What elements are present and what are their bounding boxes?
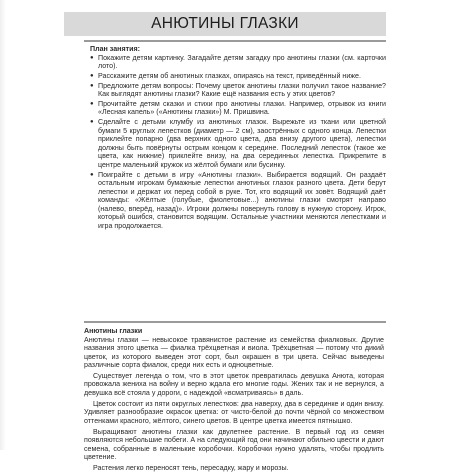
article-paragraph: Существует легенда о том, что в этот цветок превратилась девушка Анюта, которая провожала жениха на войну и верно ждала его многие годы. Жених так и не вернулся, а девушка всё стояла у дороги, с надеждой «всматриваясь» в даль. — [84, 371, 384, 398]
plan-item — [90, 100, 386, 117]
article-heading: Анютины глазки — [84, 327, 143, 335]
plan-item-text: Предложите детям вопросы: Почему цветок анютины глазки получил такое название? Как выглядят анютины глазки? Какие ещё названия есть у этих цветов? — [98, 81, 386, 99]
plan-item — [90, 82, 386, 99]
plan-heading: План занятия: — [90, 45, 140, 53]
plan-item-text: Сделайте с детьми клумбу из анютиных глазок. Вырежьте из ткани или цветной бумаги 5 круглых лепестков (диаметр — 2 см), заострённых с одного конца. Лепестки приклейте попарно (два верхних одного цвета, два внизу другого цвета), лепестки должны быть повёрнуты острым концом к середине. Последний лепесток (такое же цвета, как нижние) приклейте внизу, на два серединных лепестка. Прикрепите в центре маленький кружок из жёлтой бумаги или бусинку. — [98, 118, 386, 169]
bullet-icon: ● — [90, 171, 94, 178]
plan-item-text: Расскажите детям об анютиных глазках, опираясь на текст, приведённый ниже. — [98, 71, 361, 80]
title-banner — [64, 12, 386, 36]
page-title: АНЮТИНЫ ГЛАЗКИ — [151, 15, 299, 32]
plan-item — [90, 72, 386, 81]
lesson-plan-box — [84, 40, 386, 323]
bullet-icon: ● — [90, 82, 94, 89]
plan-item-text: Поиграйте с детьми в игру «Анютины глазки». Выбирается водящий. Он раздаёт остальным игрокам бумажные лепестки анютиных глазок разного цвета. Дети берут лепестки и держат их перед собой в руке. Тот, кто водящий их зовёт. Водящий даёт команды: «Жёлтые (голубые, фиолетовые...) анютины глазки смотрят направо (налево, вперёд, назад)». Игроки должны повернуть голову в нужную сторону. Игрок, который ошибся, становится водящим. Остальные участники меняются лепестками и игра продолжается. — [98, 170, 386, 230]
plan-item — [90, 171, 386, 231]
article-paragraph: Растения легко переносят тень, пересадку, жару и морозы. — [93, 463, 289, 472]
plan-item — [90, 118, 386, 169]
article-paragraph: Анютины глазки — невысокое травянистое растение из семейства фиалковых. Другие названия этого цветка — фиалка трёхцветная и виола. Трёхцветная — потому что дикий цветок, из которого выведен этот сорт, был окрашен в три цвета. Сейчас выведены различные сорта фиалок, среди них есть и одноцветные. — [84, 335, 384, 370]
plan-list — [90, 54, 386, 231]
plan-item-text: Прочитайте детям сказки и стихи про анютины глазки. Например, отрывок из книги «Лесная капель» («Анютины глазки») М. Пришвина. — [98, 99, 386, 117]
plan-item-text: Покажите детям картинку. Загадайте детям загадку про анютины глазки (см. карточки лото). — [98, 53, 386, 71]
bullet-icon: ● — [90, 119, 94, 126]
bullet-icon: ● — [90, 54, 94, 61]
bullet-icon: ● — [90, 72, 94, 79]
article-paragraph: Выращивают анютины глазки как двулетнее растение. В первый год из семян появляются небольшие побеги. А на следующий год они начинают обильно цвести и дают семена, собранные в маленькие коробочки. Коробочки нужно удалять, чтобы продлить цветение. — [84, 427, 384, 462]
page-edge-shadow — [0, 0, 6, 450]
plan-item — [90, 54, 386, 71]
article-section — [84, 327, 384, 475]
bullet-icon: ● — [90, 100, 94, 107]
article-paragraph: Цветок состоит из пяти округлых лепестков: два наверху, два в серединке и один внизу. Удивляет разнообразие окрасок цветка: от чисто-белой до почти чёрной со множеством оттенками красного, жёлтого, синего цветов. В центре цветка имеется пятнышко. — [84, 399, 384, 425]
